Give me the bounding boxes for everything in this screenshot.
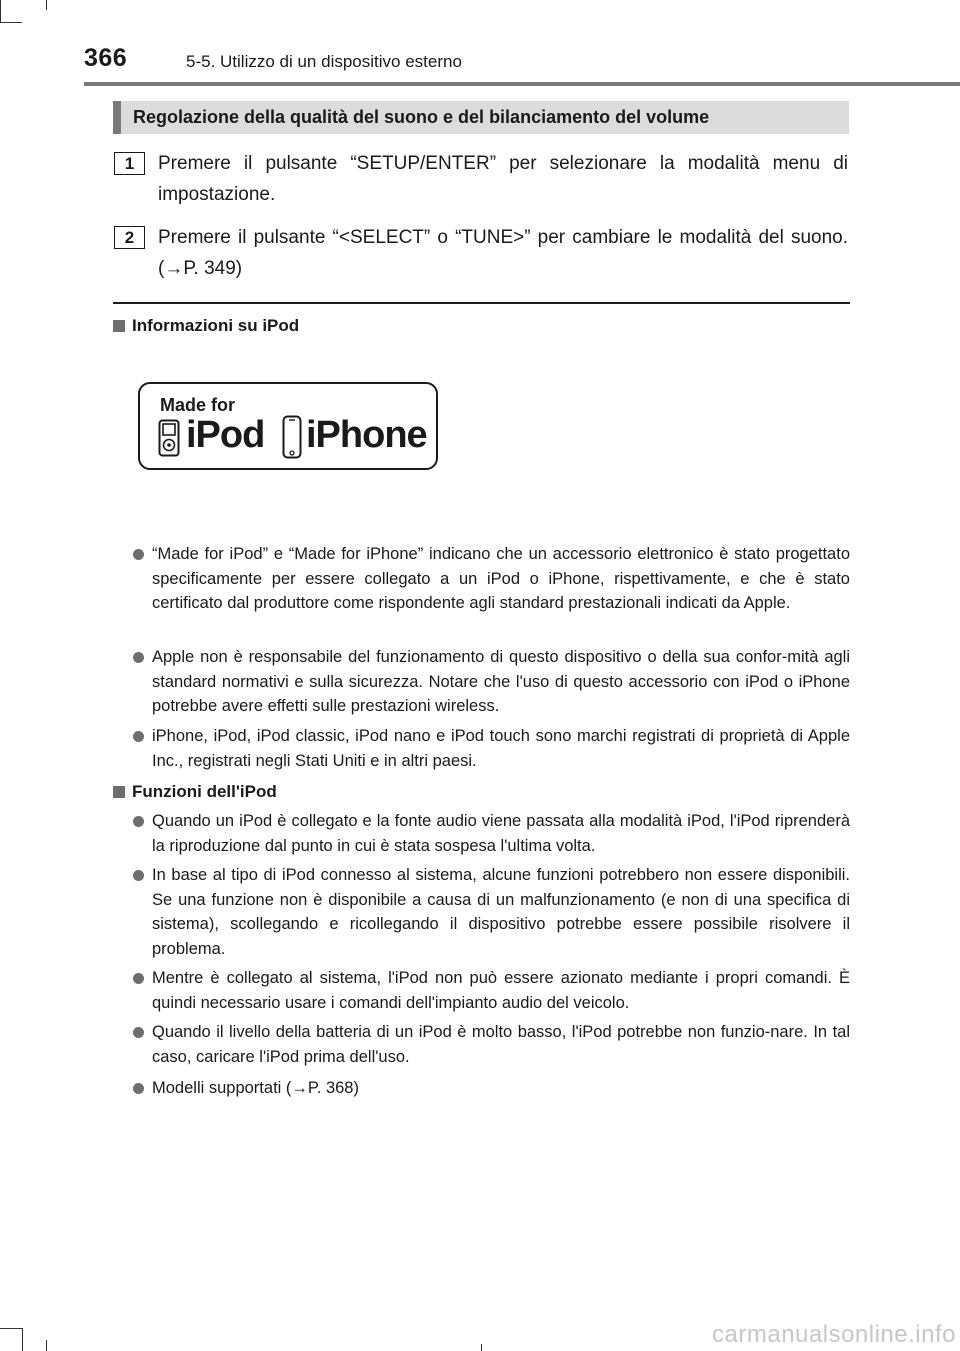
step-number-2: 2: [114, 226, 145, 249]
circle-bullet-icon: [133, 1027, 144, 1038]
crop-mark: [481, 1344, 482, 1351]
square-bullet-icon: [113, 320, 125, 332]
circle-bullet-icon: [133, 652, 144, 663]
list-item-text: Apple non è responsabile del funzionamento di questo dispositivo o della sua confor-mità agli standard normativi e sulla sicurezza. Notare che l'uso di questo accessorio con iPod o iPhone potrebbe avere effetti sulle prestazioni wireless.: [152, 648, 850, 715]
list-item-text: Mentre è collegato al sistema, l'iPod non può essere azionato mediante i propri comandi. È quindi necessario usare i comandi dell'impianto audio del veicolo.: [152, 969, 850, 1012]
circle-bullet-icon: [133, 1083, 144, 1094]
list-item: [133, 1076, 850, 1101]
list-item: [133, 863, 850, 961]
logo-ipod-text: iPod: [186, 414, 265, 456]
list-item-text: Quando un iPod è collegato e la fonte audio viene passata alla modalità iPod, l'iPod riprenderà la riproduzione dal punto in cui è stata sospesa l'ultima volta.: [152, 812, 850, 855]
list-item: [133, 542, 850, 616]
step-text-1: Premere il pulsante “SETUP/ENTER” per selezionare la modalità menu di impostazione.: [158, 153, 848, 205]
circle-bullet-icon: [133, 816, 144, 827]
step-text-2: Premere il pulsante “<SELECT” o “TUNE>” per cambiare le modalità del suono. (→P. 349): [158, 227, 848, 279]
functions-heading-text: Funzioni dell'iPod: [132, 782, 277, 801]
ipod-icon: [158, 419, 180, 457]
chapter-title: 5-5. Utilizzo di un dispositivo esterno: [186, 52, 462, 71]
list-item-text: iPhone, iPod, iPod classic, iPod nano e iPod touch sono marchi registrati di proprietà di Apple Inc., registrati negli Stati Uniti e in altri paesi.: [152, 727, 850, 770]
page-number: 366: [84, 44, 128, 72]
list-item-text: In base al tipo di iPod connesso al sistema, alcune funzioni potrebbero non essere disponibili. Se una funzione non è disponibile a causa di un malfunzionamento (e non di una specifica di sistema), scollegando e ricollegando il dispositivo potrebbe essere possibile risolvere il problema.: [152, 866, 850, 958]
section-title-banner: [113, 101, 849, 134]
list-item-text: Modelli supportati (→P. 368): [152, 1079, 359, 1097]
list-item: [133, 966, 850, 1015]
watermark-link[interactable]: carmanualsonline.info: [712, 1321, 956, 1348]
section-divider: [113, 302, 850, 304]
logo-iphone-text: iPhone: [306, 414, 427, 456]
crop-mark: [0, 0, 1, 22]
circle-bullet-icon: [133, 870, 144, 881]
functions-heading: [113, 782, 277, 802]
crop-mark: [0, 22, 22, 23]
list-item: [133, 1020, 850, 1069]
step-number-1: 1: [114, 152, 145, 175]
circle-bullet-icon: [133, 731, 144, 742]
crop-mark: [0, 1328, 22, 1329]
crop-mark: [22, 1328, 23, 1351]
list-item: [133, 724, 850, 773]
crop-mark: [46, 1340, 47, 1351]
crop-mark: [46, 0, 47, 10]
square-bullet-icon: [113, 786, 125, 798]
section-title: Regolazione della qualità del suono e del bilanciamento del volume: [133, 107, 710, 127]
iphone-icon: [282, 415, 302, 459]
circle-bullet-icon: [133, 973, 144, 984]
logo-made-for-text: Made for: [160, 395, 236, 415]
list-item-text: Quando il livello della batteria di un iPod è molto basso, l'iPod potrebbe non funzio-nare. In tal caso, caricare l'iPod prima dell'uso.: [152, 1023, 850, 1066]
list-item: [133, 809, 850, 858]
list-item-text: “Made for iPod” e “Made for iPhone” indicano che un accessorio elettronico è stato progettato specificamente per essere collegato a un iPod o iPhone, rispettivamente, e che è stato certificato dal produttore come rispondente agli standard prestazionali indicati da Apple.: [152, 545, 850, 612]
circle-bullet-icon: [133, 549, 144, 560]
made-for-ipod-iphone-logo: [138, 382, 438, 470]
list-item: [133, 645, 850, 719]
header-rule: [84, 82, 960, 86]
info-heading: [113, 316, 299, 336]
info-heading-text: Informazioni su iPod: [132, 316, 300, 335]
